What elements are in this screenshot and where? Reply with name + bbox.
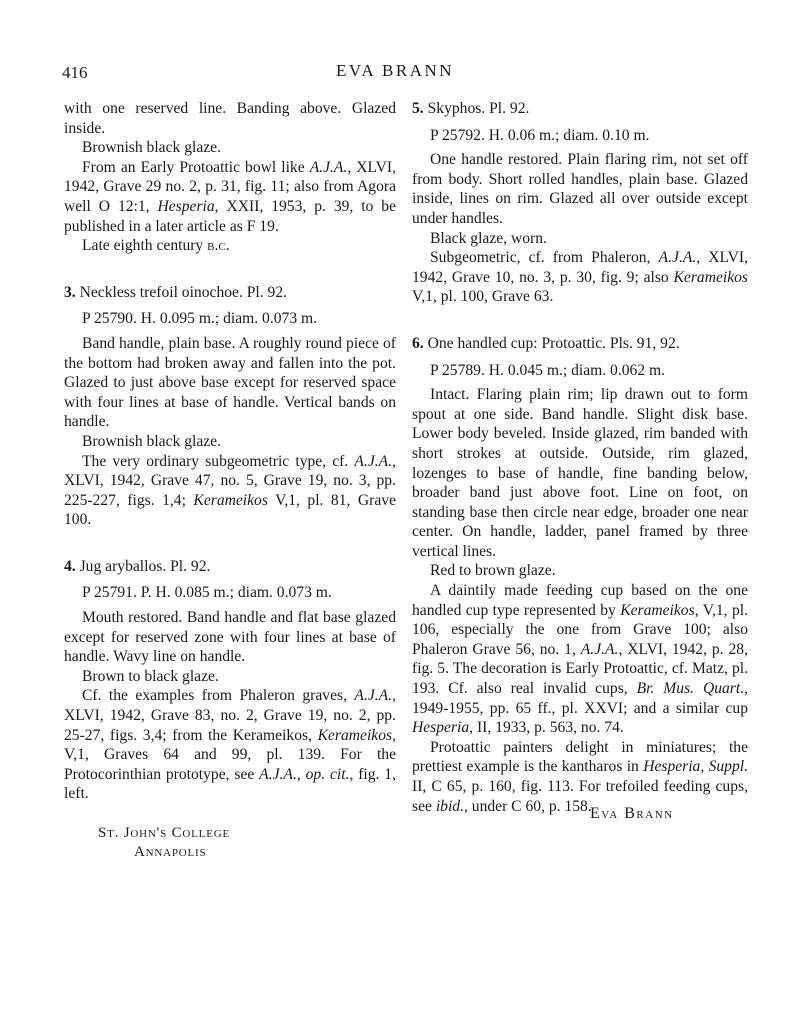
date-note: Late eighth century b.c.	[82, 237, 230, 255]
entry-discussion-6: Protoattic painters delight in miniatures; the prettiest example is the kantharos in Hesperia, Suppl. II, C 65, p. 160, fig. 113. For trefoiled feeding cups, see ibid., under C 60, p. 158.	[412, 738, 748, 815]
entry-glaze-4: Brown to black glaze.	[82, 667, 219, 685]
author-signature: Eva Brann	[590, 805, 674, 822]
continued-text: with one reserved line. Banding above. Glazed inside.	[64, 100, 396, 137]
entry-comparison-4: Cf. the examples from Phaleron graves, A.J.A., XLVI, 1942, Grave 83, no. 2, Grave 19, no. 2, pp. 25-27, figs. 3,4; from the Kerameikos, Kerameikos, V,1, Graves 64 and 99, pl. 139. For the Protocorinthian prototype, see A.J.A., op. cit., fig. 1, left.	[64, 687, 396, 803]
entry-description-5: One handle restored. Plain flaring rim, not set off from body. Short rolled handles, plain base. Glazed inside, lines on rim. Glazed all over outside except under handles.	[412, 151, 748, 227]
entry-description-3: Band handle, plain base. A roughly round piece of the bottom had broken away and fallen into the pot. Glazed to just above base except for reserved space with four lines at base of handle. Vertical bands on handle.	[64, 334, 396, 431]
entry-glaze-3: Brownish black glaze.	[82, 432, 222, 450]
affiliation-city: Annapolis	[134, 844, 207, 860]
author-affiliation	[98, 824, 230, 862]
entry-description-4: Mouth restored. Band handle and flat base glazed except for reserved zone with four lines at base of handle. Wavy line on handle.	[64, 609, 396, 666]
right-column	[412, 99, 748, 816]
entry-inventory-6: P 25789. H. 0.045 m.; diam. 0.062 m.	[430, 361, 666, 379]
entry-inventory-4: P 25791. P. H. 0.085 m.; diam. 0.073 m.	[82, 584, 332, 602]
page-number: 416	[62, 63, 88, 82]
glaze-note: Brownish black glaze.	[82, 139, 222, 157]
entry-heading-5: 5. Skyphos. Pl. 92.	[412, 100, 530, 117]
entry-comparison-5: Subgeometric, cf. from Phaleron, A.J.A., XLVI, 1942, Grave 10, no. 3, p. 30, fig. 9; also Kerameikos V,1, pl. 100, Grave 63.	[412, 249, 748, 306]
entry-comparison-3: The very ordinary subgeometric type, cf. A.J.A., XLVI, 1942, Grave 47, no. 5, Grave 19, no. 3, pp. 225-227, figs. 1,4; Kerameikos V,1, pl. 81, Grave 100.	[64, 452, 396, 529]
entry-heading-6: 6. One handled cup: Protoattic. Pls. 91, 92.	[412, 334, 680, 352]
entry-heading-4: 4. Jug aryballos. Pl. 92.	[64, 557, 211, 575]
entry-heading-3: 3. Neckless trefoil oinochoe. Pl. 92.	[64, 283, 288, 301]
entry-inventory-3: P 25790. H. 0.095 m.; diam. 0.073 m.	[82, 310, 318, 328]
affiliation-college: St. John's College	[98, 825, 230, 841]
entry-glaze-6: Red to brown glaze.	[430, 562, 556, 580]
entry-glaze-5: Black glaze, worn.	[430, 229, 547, 247]
entry-inventory-5: P 25792. H. 0.06 m.; diam. 0.10 m.	[430, 126, 650, 144]
entry-description-6: Intact. Flaring plain rim; lip drawn out to form spout at one side. Band handle. Slight disk base. Lower body beveled. Inside glazed, rim banded with short strokes at outside. Outside, rim glazed, lozenges to base of handle, fine banding below, broader band just above foot. Line on foot, on standing base then circle near edge, broader one near center. On handle, ladder, panel framed by three vertical lines.	[412, 386, 748, 560]
entry-comparison-6: A daintily made feeding cup based on the one handled cup type represented by Kerameikos, V,1, pl. 106, especially the one from Grave 100; also Phaleron Grave 56, no. 1, A.J.A., XLVI, 1942, p. 28, fig. 5. The decoration is Early Protoattic, cf. Matz, pl. 193. Cf. also real invalid cups, Br. Mus. Quart., 1949-1955, pp. 65 ff., pl. XXVI; and a similar cup Hesperia, II, 1933, p. 563, no. 74.	[412, 582, 749, 737]
comparison-paragraph: From an Early Protoattic bowl like A.J.A., XLVI, 1942, Grave 29 no. 2, p. 31, fig. 11; also from Agora well O 12:1, Hesperia, XXII, 1953, p. 39, to be published in a later article as F 19.	[64, 158, 396, 235]
left-column	[64, 99, 396, 804]
running-head: EVA BRANN	[335, 61, 455, 80]
